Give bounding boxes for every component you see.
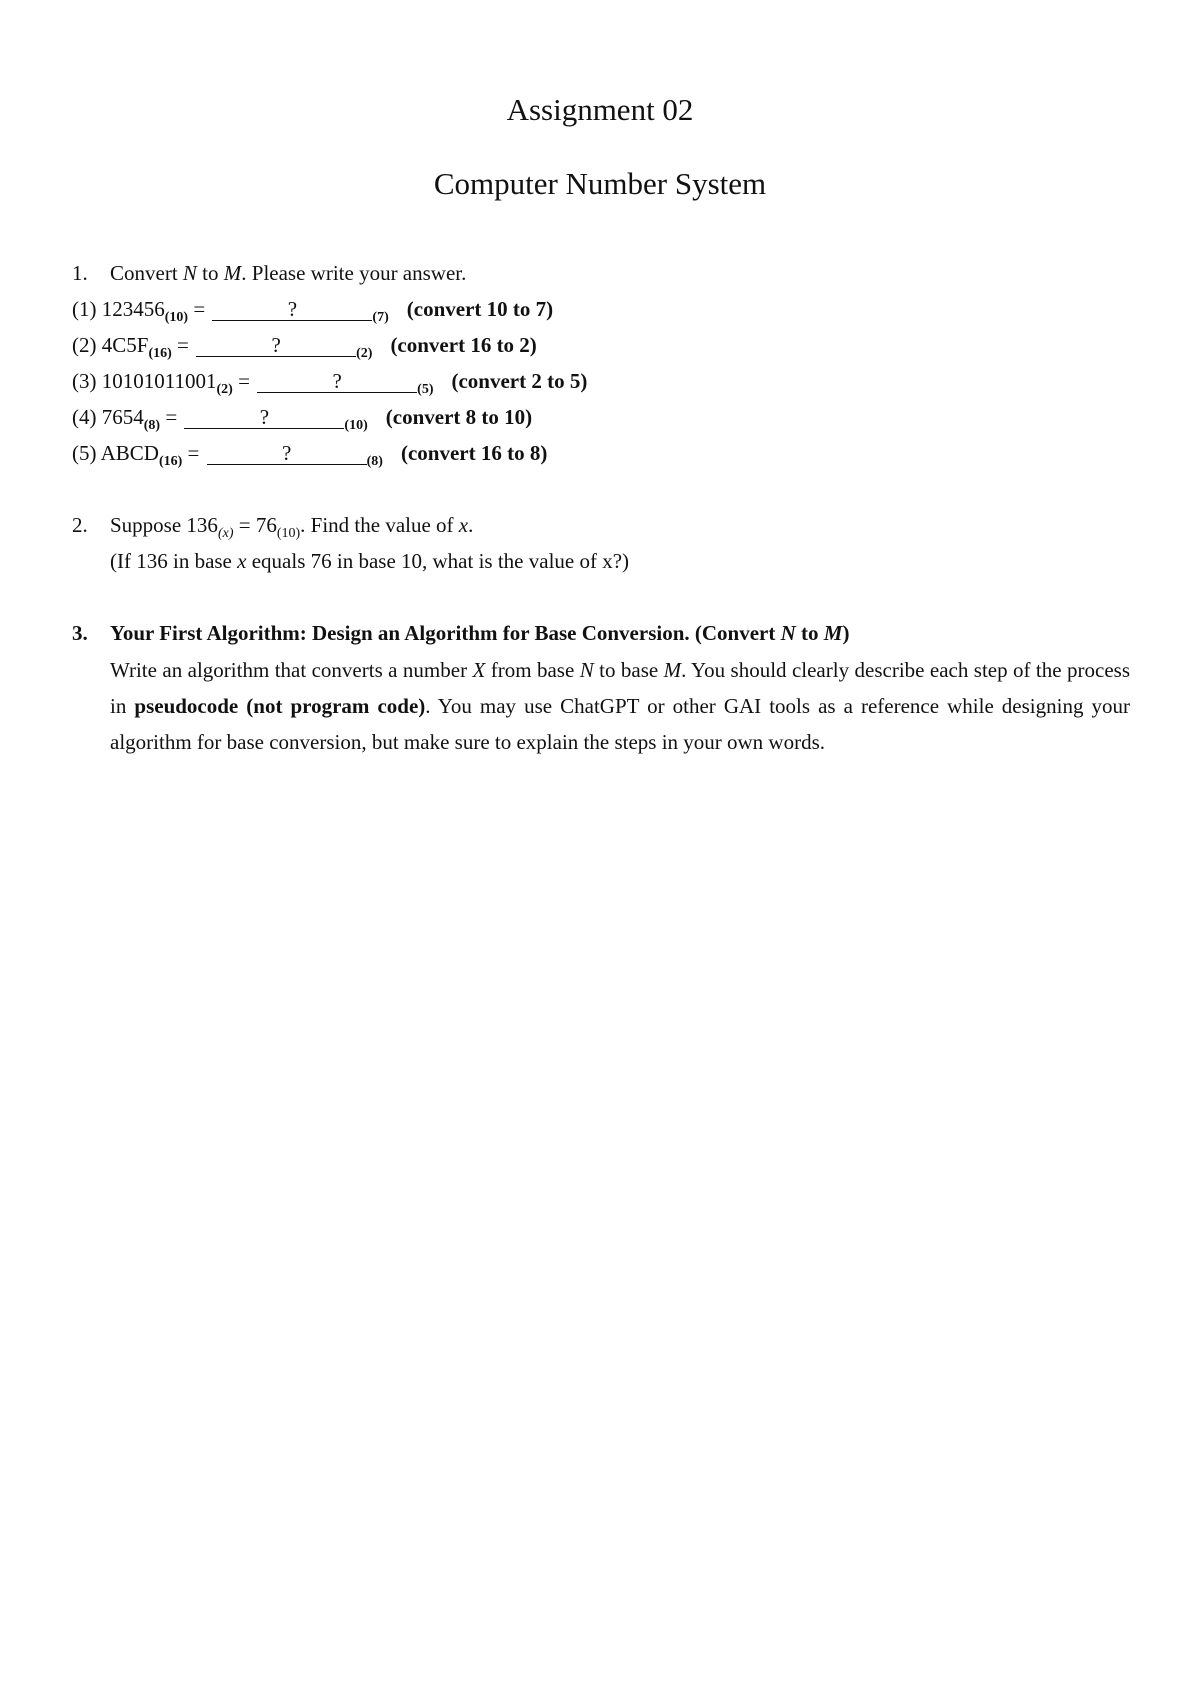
answer-blank[interactable]: ? [184, 406, 344, 429]
conversion-hint: (convert 16 to 2) [390, 333, 537, 357]
heading-text: to [795, 621, 824, 645]
item-label: (3) [72, 369, 97, 393]
source-base: (16) [158, 454, 183, 469]
source-number: 7654 [101, 405, 144, 429]
question-3-body [110, 652, 1130, 760]
item-label: (5) [72, 441, 97, 465]
question-2-clarification [110, 546, 629, 576]
body-text: . You may use ChatGPT or other GAI tools as a reference while designing your algorithm for base conversion, but make sure to explain the steps in your own words. [110, 694, 1131, 754]
answer-blank[interactable]: ? [207, 442, 367, 465]
variable-m: M [823, 621, 843, 645]
source-number: 10101011001 [101, 369, 217, 393]
body-text: from base [485, 658, 580, 682]
body-text: to base [593, 658, 664, 682]
variable-x: x [458, 513, 469, 537]
variable-n: N [780, 621, 796, 645]
item-label: (2) [72, 333, 97, 357]
equals-sign: = [238, 369, 250, 393]
document-title: Assignment 02 [506, 92, 694, 127]
variable-x: x [237, 549, 247, 573]
question-1 [72, 258, 466, 288]
document-subtitle: Computer Number System [433, 166, 767, 201]
source-base: (8) [143, 418, 161, 433]
conversion-hint: (convert 16 to 8) [400, 441, 548, 465]
q1-item-3 [72, 366, 587, 400]
question-text: . Please write your answer. [241, 261, 467, 285]
question-text: . [468, 513, 474, 537]
heading-text: ) [842, 621, 850, 645]
variable-n: N [182, 261, 197, 285]
variable-x: X [472, 658, 486, 682]
variable-m: M [663, 658, 682, 682]
question-text: Convert [110, 261, 183, 285]
body-text: Write an algorithm that converts a number [110, 658, 473, 682]
answer-blank[interactable]: ? [257, 370, 417, 393]
clarification-text: (If 136 in base [110, 549, 238, 573]
equals-sign: = [193, 297, 206, 321]
equals-sign: = [165, 405, 178, 429]
target-base: (7) [372, 310, 389, 325]
q1-item-5 [72, 438, 547, 472]
question-2 [72, 510, 473, 544]
source-base: (16) [148, 346, 172, 361]
question-3-heading [72, 618, 849, 648]
q1-item-2 [72, 330, 537, 364]
source-base: (10) [164, 310, 189, 325]
emphasis-text: pseudocode (not program code) [134, 694, 426, 718]
equals-sign: = [177, 333, 189, 357]
question-text: to [196, 261, 224, 285]
heading-text: Your First Algorithm: Design an Algorithm for Base Conversion. (Convert [110, 621, 781, 645]
equals-sign: = [187, 441, 200, 465]
source-number: ABCD [100, 441, 159, 465]
item-label: (1) [72, 297, 97, 321]
q1-item-1 [72, 294, 553, 328]
clarification-text: equals 76 in base 10, what is the value of x?) [246, 549, 630, 573]
target-base: (2) [356, 346, 373, 361]
conversion-hint: (convert 2 to 5) [451, 369, 588, 393]
base-x-subscript: (x) [217, 526, 234, 541]
variable-m: M [223, 261, 242, 285]
base-10-subscript: (10) [276, 526, 301, 541]
question-text: . Find the value of [300, 513, 459, 537]
source-base: (2) [216, 382, 233, 397]
variable-n: N [579, 658, 594, 682]
body-text: . You should clearly describe each step of the process in [110, 658, 1130, 718]
question-text: Suppose 136 [110, 513, 218, 537]
question-number: 3. [72, 621, 88, 645]
target-base: (5) [417, 382, 434, 397]
target-base: (8) [366, 454, 383, 469]
answer-blank[interactable]: ? [196, 334, 356, 357]
source-number: 4C5F [101, 333, 149, 357]
source-number: 123456 [101, 297, 165, 321]
question-number: 1. [72, 261, 88, 285]
item-label: (4) [72, 405, 97, 429]
answer-blank[interactable]: ? [212, 298, 372, 321]
q1-item-4 [72, 402, 532, 436]
conversion-hint: (convert 8 to 10) [385, 405, 533, 429]
question-number: 2. [72, 513, 88, 537]
question-text: = 76 [233, 513, 277, 537]
target-base: (10) [344, 418, 368, 433]
conversion-hint: (convert 10 to 7) [406, 297, 554, 321]
